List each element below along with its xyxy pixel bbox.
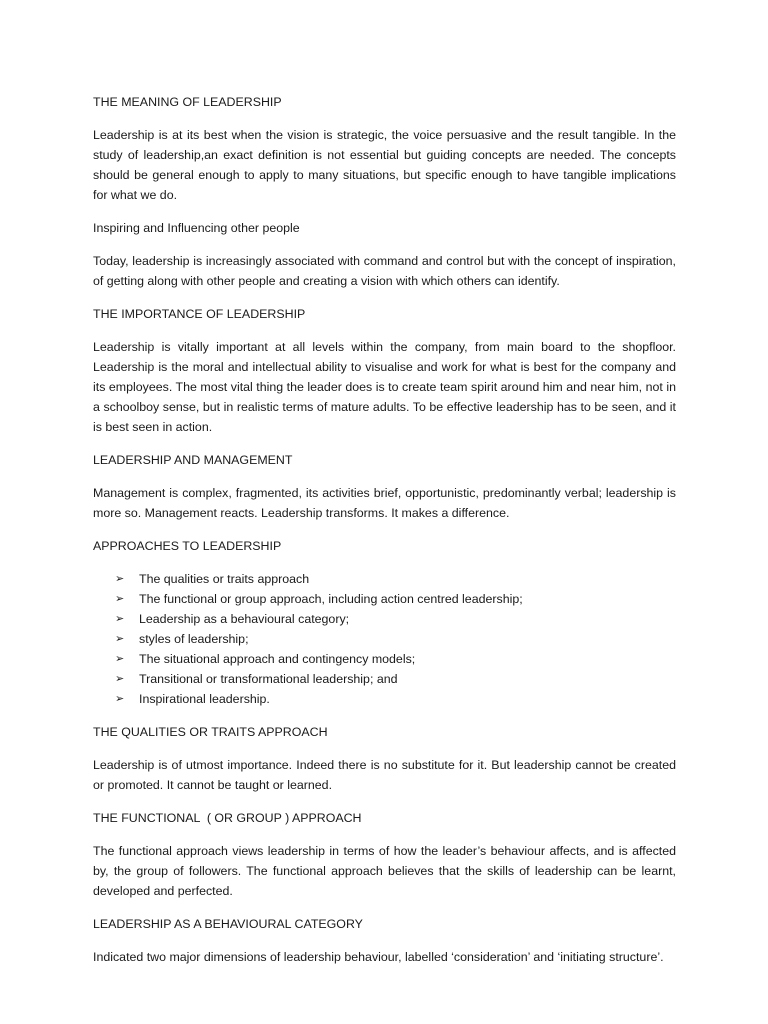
heading-behavioural: LEADERSHIP AS A BEHAVIOURAL CATEGORY <box>93 917 363 931</box>
list-item <box>93 629 676 649</box>
list-item-text: styles of leadership; <box>139 632 249 646</box>
paragraph-behavioural: Indicated two major dimensions of leadership behaviour, labelled ‘consideration’ and ‘initiating structure’. <box>93 950 664 964</box>
heading-meaning-of-leadership: THE MEANING OF LEADERSHIP <box>93 95 282 109</box>
document-page <box>93 92 676 980</box>
heading-inspiring: Inspiring and Influencing other people <box>93 221 300 235</box>
paragraph-leadership-management: Management is complex, fragmented, its activities brief, opportunistic, predominantly verbal; leadership is more so. Management reacts. Leadership transforms. It makes a difference. <box>93 486 676 520</box>
arrow-bullet-icon: ➢ <box>115 612 125 625</box>
list-item-text: Inspirational leadership. <box>139 692 270 706</box>
arrow-bullet-icon: ➢ <box>115 572 125 585</box>
arrow-bullet-icon: ➢ <box>115 652 125 665</box>
paragraph-functional: The functional approach views leadership in terms of how the leader’s behaviour affects, and is affected by, the group of followers. The functional approach believes that the skills of leadership can be learnt, developed and perfected. <box>93 844 676 898</box>
list-item <box>93 589 676 609</box>
paragraph-meaning: Leadership is at its best when the vision is strategic, the voice persuasive and the result tangible. In the study of leadership,an exact definition is not essential but guiding concepts are needed. The concepts should be general enough to apply to many situations, but specific enough to have tangible implications for what we do. <box>93 128 676 202</box>
list-item-text: Transitional or transformational leadership; and <box>139 672 398 686</box>
approaches-list <box>93 569 676 709</box>
heading-importance: THE IMPORTANCE OF LEADERSHIP <box>93 307 306 321</box>
heading-functional: THE FUNCTIONAL ( OR GROUP ) APPROACH <box>93 811 362 825</box>
list-item <box>93 689 676 709</box>
list-item-text: Leadership as a behavioural category; <box>139 612 350 626</box>
paragraph-importance: Leadership is vitally important at all levels within the company, from main board to the shopfloor. Leadership is the moral and intellectual ability to visualise and work for what is best for the company and its employees. The most vital thing the leader does is to create team spirit around him and near him, not in a schoolboy sense, but in realistic terms of mature adults. To be effective leadership has to be seen, and it is best seen in action. <box>93 340 676 434</box>
list-item <box>93 649 676 669</box>
list-item-text: The qualities or traits approach <box>139 572 310 586</box>
list-item-text: The functional or group approach, including action centred leadership; <box>139 592 523 606</box>
arrow-bullet-icon: ➢ <box>115 632 125 645</box>
paragraph-qualities-traits: Leadership is of utmost importance. Indeed there is no substitute for it. But leadership cannot be created or promoted. It cannot be taught or learned. <box>93 758 676 792</box>
list-item <box>93 569 676 589</box>
heading-approaches: APPROACHES TO LEADERSHIP <box>93 539 282 553</box>
list-item <box>93 609 676 629</box>
heading-qualities-traits: THE QUALITIES OR TRAITS APPROACH <box>93 725 328 739</box>
arrow-bullet-icon: ➢ <box>115 592 125 605</box>
arrow-bullet-icon: ➢ <box>115 692 125 705</box>
list-item <box>93 669 676 689</box>
arrow-bullet-icon: ➢ <box>115 672 125 685</box>
list-item-text: The situational approach and contingency models; <box>139 652 416 666</box>
heading-leadership-management: LEADERSHIP AND MANAGEMENT <box>93 453 293 467</box>
paragraph-inspiring: Today, leadership is increasingly associated with command and control but with the concept of inspiration, of getting along with other people and creating a vision with which others can identify. <box>93 254 676 288</box>
